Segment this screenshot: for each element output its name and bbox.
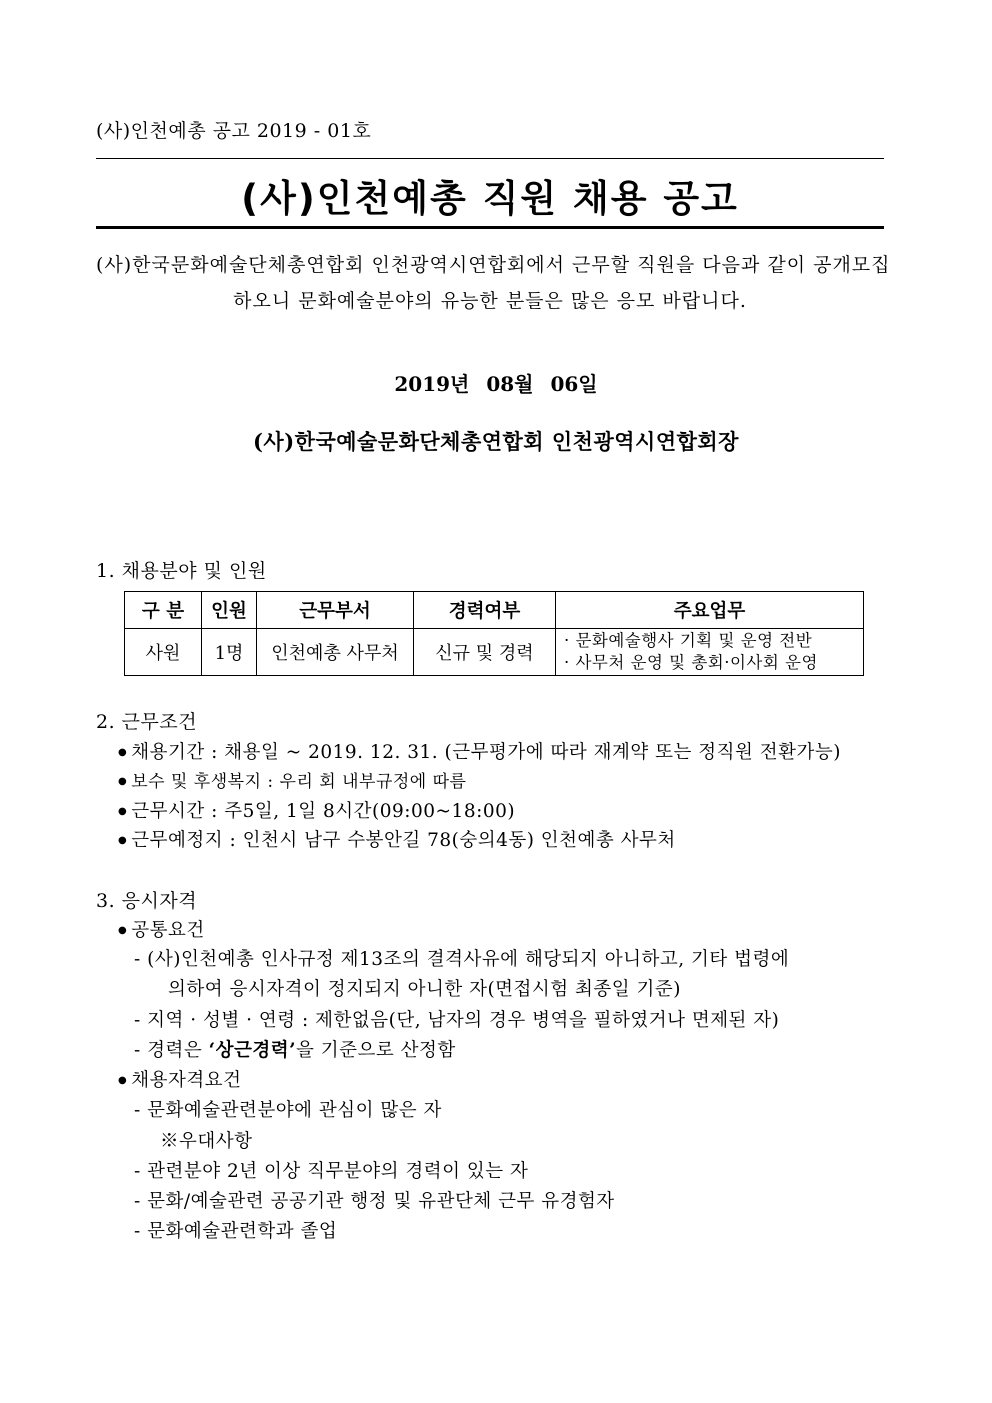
header-department: 근무부서 xyxy=(257,592,414,629)
header-category: 구 분 xyxy=(125,592,202,629)
organization-name: (사)한국예술문화단체총연합회 인천광역시연합회장 xyxy=(253,429,739,454)
common-item-3-emphasis: ‘상근경력’ xyxy=(208,1040,297,1061)
title-divider xyxy=(96,226,884,229)
section-1-heading: 1. 채용분야 및 인원 xyxy=(96,560,267,582)
cell-department: 인천예총 사무처 xyxy=(257,629,414,676)
notice-number: (사)인천예총 공고 2019 - 01호 xyxy=(96,120,372,142)
section-3-heading: 3. 응시자격 xyxy=(96,890,198,912)
common-item-2: - 지역 · 성별 · 연령 : 제한없음(단, 남자의 경우 병역을 필하였거나 면제된 자) xyxy=(134,1010,780,1031)
condition-hours: ● 근무시간 : 주5일, 1일 8시간(09:00~18:00) xyxy=(118,797,515,823)
common-item-1-line-1: - (사)인천예총 인사규정 제13조의 결격사유에 해당되지 아니하고, 기타 법령에 xyxy=(134,949,790,970)
duty-item-1: · 문화예술행사 기획 및 운영 전반 xyxy=(564,631,813,650)
qualification-item-4: - 문화예술관련학과 졸업 xyxy=(134,1221,338,1242)
qualification-requirements-label: ● 채용자격요건 xyxy=(118,1066,241,1092)
qualification-item-1: - 문화예술관련분야에 관심이 많은 자 xyxy=(134,1100,442,1121)
cell-experience: 신규 및 경력 xyxy=(414,629,556,676)
cell-category: 사원 xyxy=(125,629,202,676)
qualification-item-2: - 관련분야 2년 이상 직무분야의 경력이 있는 자 xyxy=(134,1161,529,1182)
preferred-label: ※우대사항 xyxy=(160,1131,253,1152)
common-requirements-label: ● 공통요건 xyxy=(118,916,205,942)
cell-count: 1명 xyxy=(202,629,257,676)
table-row xyxy=(125,629,864,676)
condition-period: ● 채용기간 : 채용일 ~ 2019. 12. 31. (근무평가에 따라 재계약 또는 정직원 전환가능) xyxy=(118,738,841,764)
page-title: (사)인천예총 직원 채용 공고 xyxy=(241,177,739,220)
common-item-1-line-2: 의하여 응시자격이 정지되지 아니한 자(면접시험 최종일 기준) xyxy=(168,979,681,1000)
table-header-row xyxy=(125,592,864,629)
intro-line-2: 하오니 문화예술분야의 유능한 분들은 많은 응모 바랍니다. xyxy=(233,290,747,312)
condition-location: ● 근무예정지 : 인천시 남구 수봉안길 78(숭의4동) 인천예총 사무처 xyxy=(118,826,676,852)
common-item-3-prefix: - 경력은 xyxy=(134,1040,209,1061)
qualification-item-3: - 문화/예술관련 공공기관 행정 및 유관단체 근무 유경험자 xyxy=(134,1191,615,1212)
header-count: 인원 xyxy=(202,592,257,629)
top-divider xyxy=(96,158,884,159)
recruitment-table xyxy=(124,591,864,676)
duty-item-2: · 사무처 운영 및 총회·이사회 운영 xyxy=(564,653,818,672)
header-duties: 주요업무 xyxy=(556,592,864,629)
intro-line-1: (사)한국문화예술단체총연합회 인천광역시연합회에서 근무할 직원을 다음과 같이 공개모집 xyxy=(96,254,891,276)
common-item-3 xyxy=(134,1036,456,1062)
cell-duties xyxy=(556,629,864,676)
common-item-3-suffix: 을 기준으로 산정함 xyxy=(296,1040,456,1061)
announcement-date: 2019년 08월 06일 xyxy=(394,372,598,396)
header-experience: 경력여부 xyxy=(414,592,556,629)
condition-pay: ● 보수 및 후생복지 : 우리 회 내부규정에 따름 xyxy=(118,767,466,792)
section-2-heading: 2. 근무조건 xyxy=(96,711,198,733)
